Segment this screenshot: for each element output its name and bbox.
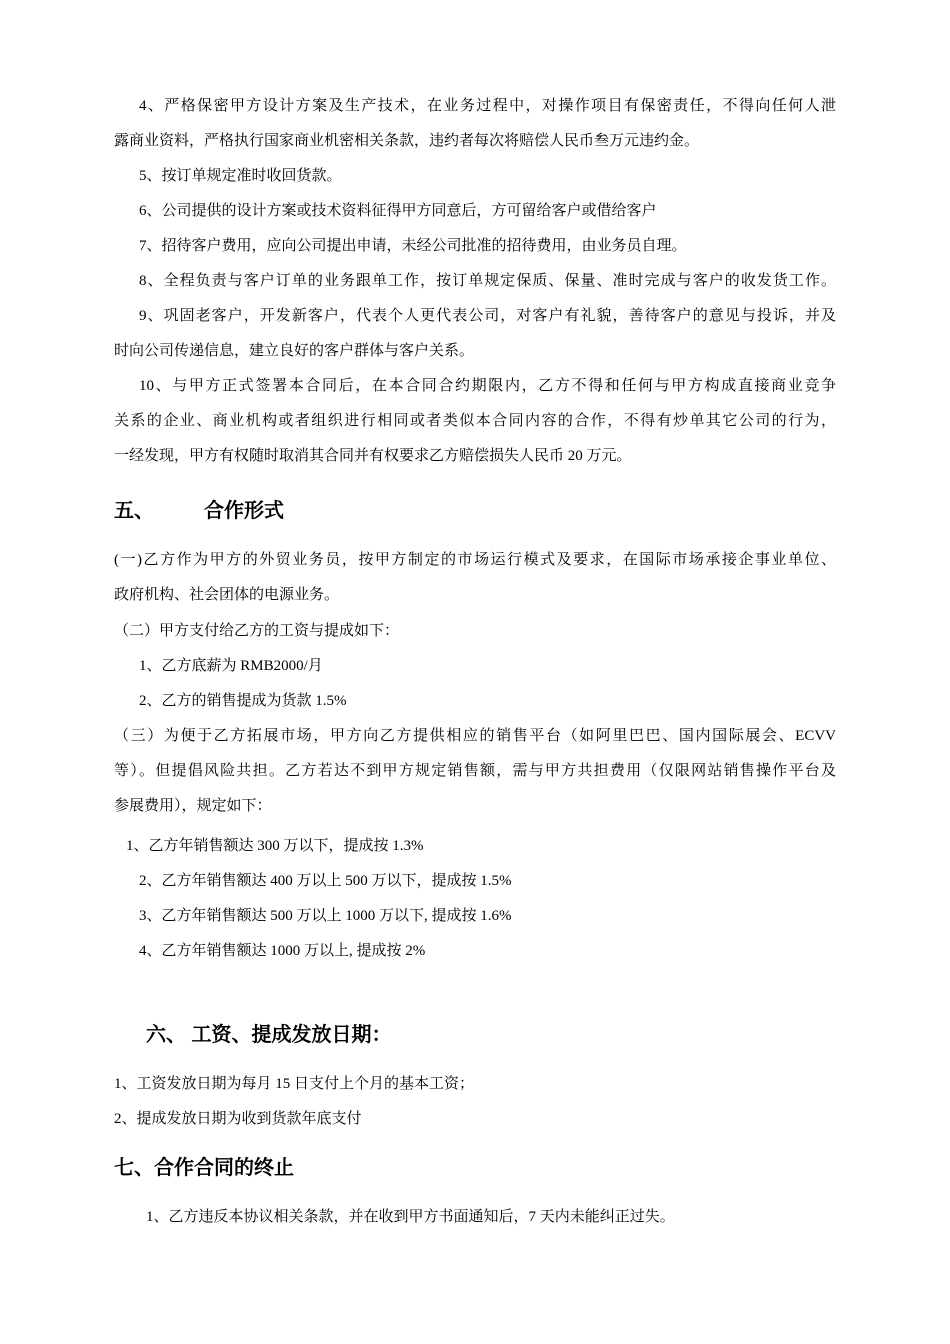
clause-5: 5、按订单规定准时收回货款。 [139, 168, 342, 184]
clause-10-line-2: 关系的企业、商业机构或者组织进行相同或者类似本合同内容的合作，不得有炒单其它公司的行为， [114, 413, 836, 429]
section-5-p3-line-2: 等）。但提倡风险共担。乙方若达不到甲方规定销售额，需与甲方共担费用（仅限网站销售操作平台及 [114, 763, 836, 779]
clause-6: 6、公司提供的设计方案或技术资料征得甲方同意后，方可留给客户或借给客户 [139, 203, 657, 219]
payment-date-1: 1、工资发放日期为每月 15 日支付上个月的基本工资； [114, 1076, 475, 1092]
payment-date-2: 2、提成发放日期为收到货款年底支付 [114, 1111, 362, 1127]
clause-9-line-1: 9、巩固老客户，开发新客户，代表个人更代表公司，对客户有礼貌，善待客户的意见与投诉，并及 [139, 308, 836, 324]
commission-tier-2: 2、乙方年销售额达 400 万以上 500 万以下，提成按 1.5% [139, 873, 512, 889]
commission-tier-4: 4、乙方年销售额达 1000 万以上, 提成按 2% [139, 943, 426, 959]
commission-tier-1: 1、乙方年销售额达 300 万以下，提成按 1.3% [126, 838, 424, 854]
section-5-p3-line-1: （三）为便于乙方拓展市场，甲方向乙方提供相应的销售平台（如阿里巴巴、国内国际展会、ECVV [114, 728, 836, 744]
section-6-title: 六、 工资、提成发放日期： [146, 1024, 392, 1046]
commission-tier-3: 3、乙方年销售额达 500 万以上 1000 万以下, 提成按 1.6% [139, 908, 512, 924]
section-5-number: 五、 [114, 500, 154, 522]
section-7-title: 七、合作合同的终止 [114, 1157, 294, 1179]
section-5-p3-line-3: 参展费用），规定如下： [114, 798, 272, 814]
clause-9-line-2: 时向公司传递信息，建立良好的客户群体与客户关系。 [114, 343, 475, 359]
clause-4-line-1: 4、严格保密甲方设计方案及生产技术，在业务过程中，对操作项目有保密责任，不得向任何人泄 [139, 98, 836, 114]
section-5-p1-line-2: 政府机构、社会团体的电源业务。 [114, 587, 340, 603]
section-5-p1-line-1: (一)乙方作为甲方的外贸业务员，按甲方制定的市场运行模式及要求，在国际市场承接企事业单位、 [114, 552, 836, 568]
salary-item-2: 2、乙方的销售提成为货款 1.5% [139, 693, 347, 709]
section-5-p2: （二）甲方支付给乙方的工资与提成如下： [114, 623, 400, 639]
termination-item-1: 1、乙方违反本协议相关条款，并在收到甲方书面通知后，7 天内未能纠正过失。 [146, 1209, 675, 1225]
clause-4-line-2: 露商业资料，严格执行国家商业机密相关条款，违约者每次将赔偿人民币叁万元违约金。 [114, 133, 700, 149]
clause-10-line-1: 10、与甲方正式签署本合同后，在本合同合约期限内，乙方不得和任何与甲方构成直接商业竞争 [139, 378, 836, 394]
section-5-title: 合作形式 [204, 500, 284, 522]
salary-item-1: 1、乙方底薪为 RMB2000/月 [139, 658, 323, 674]
clause-8: 8、全程负责与客户订单的业务跟单工作，按订单规定保质、保量、准时完成与客户的收发货工作。 [139, 273, 836, 289]
clause-7: 7、招待客户费用，应向公司提出申请，未经公司批准的招待费用，由业务员自理。 [139, 238, 687, 254]
clause-10-line-3: 一经发现，甲方有权随时取消其合同并有权要求乙方赔偿损失人民币 20 万元。 [114, 448, 632, 464]
